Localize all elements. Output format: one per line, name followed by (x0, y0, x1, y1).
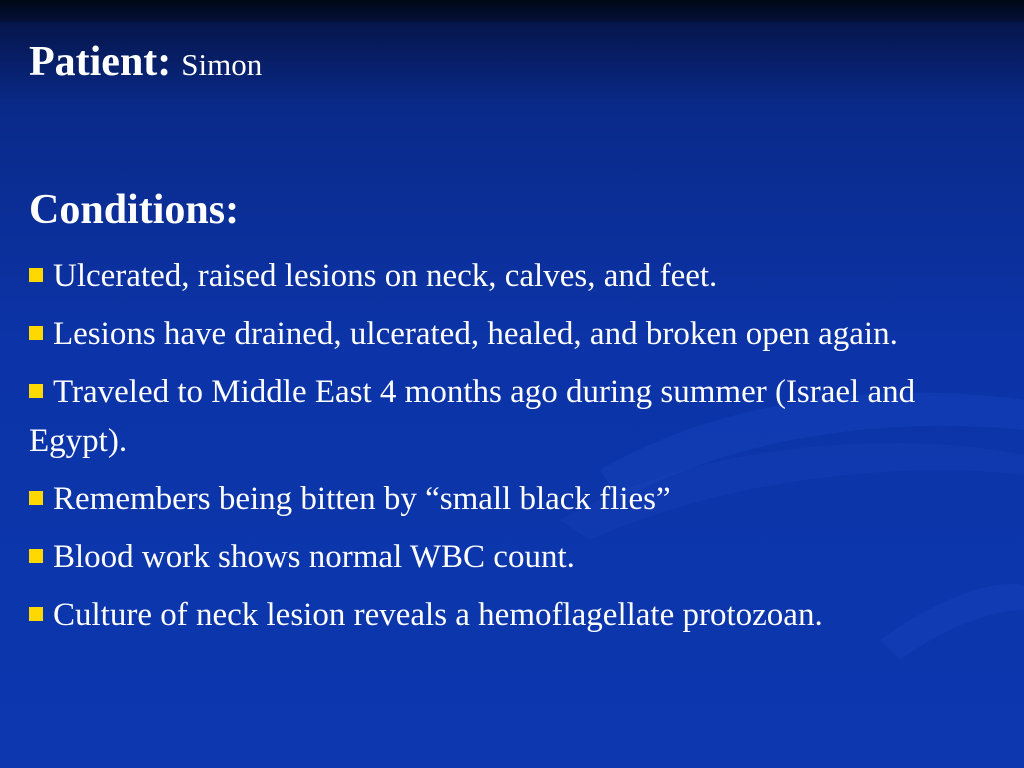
page-title (29, 38, 262, 86)
list-item-text: Blood work shows normal WBC count. (53, 539, 575, 575)
list-item-text: Traveled to Middle East 4 months ago during summer (Israel and Egypt). (29, 374, 916, 459)
list-item-text: Culture of neck lesion reveals a hemoflagellate protozoan. (53, 597, 823, 633)
square-bullet-icon (29, 549, 43, 563)
list-item-text: Ulcerated, raised lesions on neck, calves, and feet. (53, 258, 718, 294)
patient-name: Simon (181, 47, 263, 82)
square-bullet-icon (29, 607, 43, 621)
list-item (29, 475, 969, 524)
list-item-text: Remembers being bitten by “small black flies” (53, 481, 671, 517)
square-bullet-icon (29, 491, 43, 505)
patient-label: Patient: (29, 39, 172, 85)
list-item (29, 252, 969, 301)
list-item (29, 533, 969, 582)
list-item-text: Lesions have drained, ulcerated, healed, and broken open again. (53, 316, 898, 352)
conditions-heading: Conditions: (29, 187, 240, 233)
square-bullet-icon (29, 384, 43, 398)
list-item (29, 591, 969, 640)
square-bullet-icon (29, 326, 43, 340)
square-bullet-icon (29, 268, 43, 282)
list-item (29, 368, 969, 466)
list-item (29, 310, 969, 359)
conditions-list (29, 252, 969, 649)
